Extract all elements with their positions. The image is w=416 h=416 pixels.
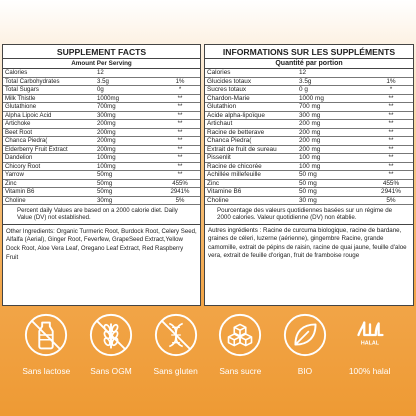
- row-name: Total Sugars: [5, 86, 39, 93]
- panel-title: SUPPLEMENT FACTS: [3, 45, 200, 59]
- row-name: Glucides totaux: [207, 77, 252, 85]
- nutrient-table: [205, 69, 413, 205]
- table-row: [3, 154, 200, 163]
- row-dv: **: [177, 145, 183, 153]
- table-row: [3, 78, 200, 87]
- dv-note: Percent daily Values are based on a 2000 calorie diet. Daily Value (DV) not established.: [3, 205, 200, 225]
- row-amount: 300mg: [97, 111, 116, 119]
- row-dv: [369, 69, 413, 77]
- row-amount: 50 mg: [299, 188, 317, 195]
- row-name: Achillée millefeuille: [207, 171, 261, 178]
- row-amount: 50mg: [97, 171, 113, 178]
- row-amount: 12: [97, 69, 104, 76]
- row-dv: *: [178, 86, 182, 93]
- table-row: [3, 86, 200, 95]
- row-name: Chanca Piedra(: [5, 137, 48, 144]
- row-amount: 200mg: [97, 128, 116, 136]
- row-dv: 5%: [386, 196, 396, 204]
- row-amount: 50 mg: [299, 179, 317, 187]
- table-row: [205, 95, 413, 104]
- row-dv: **: [177, 162, 183, 170]
- row-dv: 1%: [175, 77, 185, 85]
- dna-icon: [153, 312, 199, 358]
- nutrient-table: [3, 69, 200, 205]
- supplement-facts-fr: [204, 44, 414, 306]
- row-name: Racine de chicorée: [207, 162, 262, 170]
- sugar-cubes-icon: [217, 312, 263, 358]
- row-amount: 300 mg: [299, 111, 321, 119]
- row-name: Elderberry Fruit Extract: [5, 145, 68, 153]
- badge-lactose-free: [15, 304, 77, 416]
- row-amount: 100mg: [97, 162, 116, 170]
- table-row: [3, 120, 200, 129]
- badge-row: [0, 304, 416, 416]
- row-name: Zinc: [207, 179, 220, 187]
- row-dv: [160, 69, 200, 77]
- row-dv: 455%: [382, 179, 400, 187]
- table-row: [205, 171, 413, 180]
- halal-icon: [347, 312, 393, 358]
- table-row: [205, 129, 413, 138]
- badge-label: Sans sucre: [219, 366, 262, 376]
- row-dv: 1%: [386, 77, 396, 85]
- table-row: [3, 95, 200, 104]
- row-dv: **: [177, 171, 183, 178]
- row-name: Extrait de fruit de sureau: [207, 145, 277, 153]
- table-row: [3, 171, 200, 180]
- table-row: [3, 197, 200, 206]
- badge-sugar-free: [209, 304, 271, 416]
- table-row: [3, 129, 200, 138]
- halal-text: HALAL: [360, 340, 379, 347]
- row-name: Sucres totaux: [207, 86, 247, 93]
- table-row: [205, 163, 413, 172]
- table-row: [3, 188, 200, 197]
- dv-note: Pourcentage des valeurs quotidiennes basées sur un régime de 2000 calories. Valeur quotidienne (DV) non établie.: [205, 205, 413, 225]
- row-amount: 3.5g: [97, 77, 109, 85]
- row-amount: 200 mg: [299, 137, 321, 144]
- row-amount: 200 mg: [299, 120, 321, 127]
- row-amount: 200mg: [97, 145, 116, 153]
- row-dv: 2941%: [170, 188, 190, 195]
- row-name: Alpha Lipoic Acid: [5, 111, 52, 119]
- row-name: Beet Root: [5, 128, 33, 136]
- panel-subtitle: Amount Per Serving: [3, 59, 200, 69]
- row-dv: **: [388, 137, 394, 144]
- row-dv: **: [177, 111, 183, 119]
- badge-label: Sans OGM: [90, 366, 132, 376]
- milk-bottle-icon: [23, 312, 69, 358]
- table-row: [3, 163, 200, 172]
- other-ingredients: Autres ingrédients : Racine de curcuma biologique, racine de bardane, graines de céleri, luzerne (aérienne), gingembre Racine, grande camomille, extrait de pépins de raisin, racine de quai jaune, feuille d'aloe vera, extrait de feuille d'origan, fruit de framboise rouge: [208, 226, 407, 260]
- row-name: Racine de betterave: [207, 128, 265, 136]
- row-dv: **: [388, 154, 394, 161]
- row-amount: 700mg: [97, 103, 116, 110]
- row-name: Calories: [5, 69, 28, 76]
- row-amount: 12: [299, 69, 307, 76]
- row-amount: 1000 mg: [299, 94, 324, 102]
- row-dv: **: [388, 171, 394, 178]
- row-amount: 50 mg: [299, 171, 317, 178]
- row-dv: **: [177, 154, 183, 161]
- leaf-icon: [282, 312, 328, 358]
- table-row: [3, 180, 200, 189]
- row-name: Glutathion: [207, 103, 237, 110]
- badge-gmo-free: [80, 304, 142, 416]
- row-dv: **: [388, 145, 394, 153]
- row-dv: **: [177, 137, 183, 144]
- row-name: Total Carbohydrates: [5, 77, 60, 85]
- badge-halal: [339, 304, 401, 416]
- row-amount: 200 mg: [299, 145, 321, 153]
- supplement-facts-en: [2, 44, 201, 306]
- row-dv: **: [177, 120, 183, 127]
- badge-organic: [274, 304, 336, 416]
- table-row: [205, 112, 413, 121]
- row-name: Yarrow: [5, 171, 24, 178]
- row-name: Dandelion: [5, 154, 33, 161]
- table-row: [205, 154, 413, 163]
- table-row: [205, 197, 413, 206]
- table-row: [3, 137, 200, 146]
- row-name: Zinc: [5, 179, 17, 187]
- table-row: [205, 69, 413, 78]
- row-dv: **: [177, 94, 183, 102]
- table-row: [205, 86, 413, 95]
- row-name: Chanca Piedra(: [207, 137, 252, 144]
- row-name: Milk Thistle: [5, 94, 36, 102]
- row-amount: 200 mg: [299, 128, 321, 136]
- row-name: Chicory Root: [5, 162, 41, 170]
- row-amount: 200mg: [97, 120, 116, 127]
- row-dv: **: [388, 162, 394, 170]
- row-dv: 5%: [175, 196, 185, 204]
- row-amount: 0 g: [299, 86, 308, 93]
- row-name: Pissenlit: [207, 154, 231, 161]
- row-amount: 30mg: [97, 196, 113, 204]
- table-row: [3, 103, 200, 112]
- table-row: [205, 103, 413, 112]
- row-amount: 100 mg: [299, 162, 321, 170]
- row-name: Calories: [207, 69, 231, 76]
- table-row: [205, 180, 413, 189]
- row-dv: **: [388, 120, 394, 127]
- row-dv: 455%: [172, 179, 188, 187]
- row-name: Glutathione: [5, 103, 37, 110]
- table-row: [3, 146, 200, 155]
- table-row: [205, 188, 413, 197]
- row-name: Chardon-Marie: [207, 94, 250, 102]
- badge-label: Sans gluten: [153, 366, 198, 376]
- row-amount: 700 mg: [299, 103, 321, 110]
- row-name: Artichoke: [5, 120, 31, 127]
- row-dv: *: [389, 86, 393, 93]
- other-ingredients: Other Ingredients: Organic Turmeric Root, Burdock Root, Celery Seed, Alfalfa (Aerial), Ginger Root, Feverfew, GrapeSeed Extract,Yellow Dock Root, Aloe Vera Leaf, Oregano Leaf Extract, Red Raspberry Fruit: [6, 227, 197, 261]
- row-amount: 1000mg: [97, 94, 120, 102]
- badge-label: 100% halal: [348, 366, 391, 376]
- row-amount: 50mg: [97, 179, 113, 187]
- row-amount: 3.5g: [299, 77, 312, 85]
- row-dv: **: [388, 103, 394, 110]
- row-name: Acide alpha-lipoïque: [207, 111, 265, 119]
- badge-gluten-free: [145, 304, 207, 416]
- table-row: [205, 137, 413, 146]
- table-row: [3, 112, 200, 121]
- row-dv: **: [388, 94, 394, 102]
- row-name: Choline: [5, 196, 26, 204]
- row-name: Artichaut: [207, 120, 233, 127]
- table-row: [3, 69, 200, 78]
- row-dv: **: [388, 111, 394, 119]
- row-dv: **: [177, 103, 183, 110]
- panel-subtitle: Quantité par portion: [205, 59, 413, 69]
- row-name: Choline: [207, 196, 229, 204]
- row-amount: 200mg: [97, 137, 116, 144]
- row-amount: 50mg: [97, 188, 113, 195]
- row-dv: 2941%: [381, 188, 401, 195]
- row-amount: 100mg: [97, 154, 116, 161]
- row-dv: **: [388, 128, 394, 136]
- badge-label: Sans lactose: [22, 366, 71, 376]
- badge-label: BIO: [297, 366, 313, 376]
- table-row: [205, 120, 413, 129]
- row-amount: 0g: [97, 86, 104, 93]
- row-name: Vitamine B6: [207, 188, 242, 195]
- row-name: Vitamin B6: [5, 188, 35, 195]
- row-amount: 100 mg: [299, 154, 321, 161]
- table-row: [205, 146, 413, 155]
- row-dv: **: [177, 128, 183, 136]
- panel-title: INFORMATIONS SUR LES SUPPLÉMENTS: [205, 45, 413, 59]
- table-row: [205, 78, 413, 87]
- row-amount: 30 mg: [299, 196, 317, 204]
- wheat-icon: [88, 312, 134, 358]
- supplement-panels: [0, 44, 416, 306]
